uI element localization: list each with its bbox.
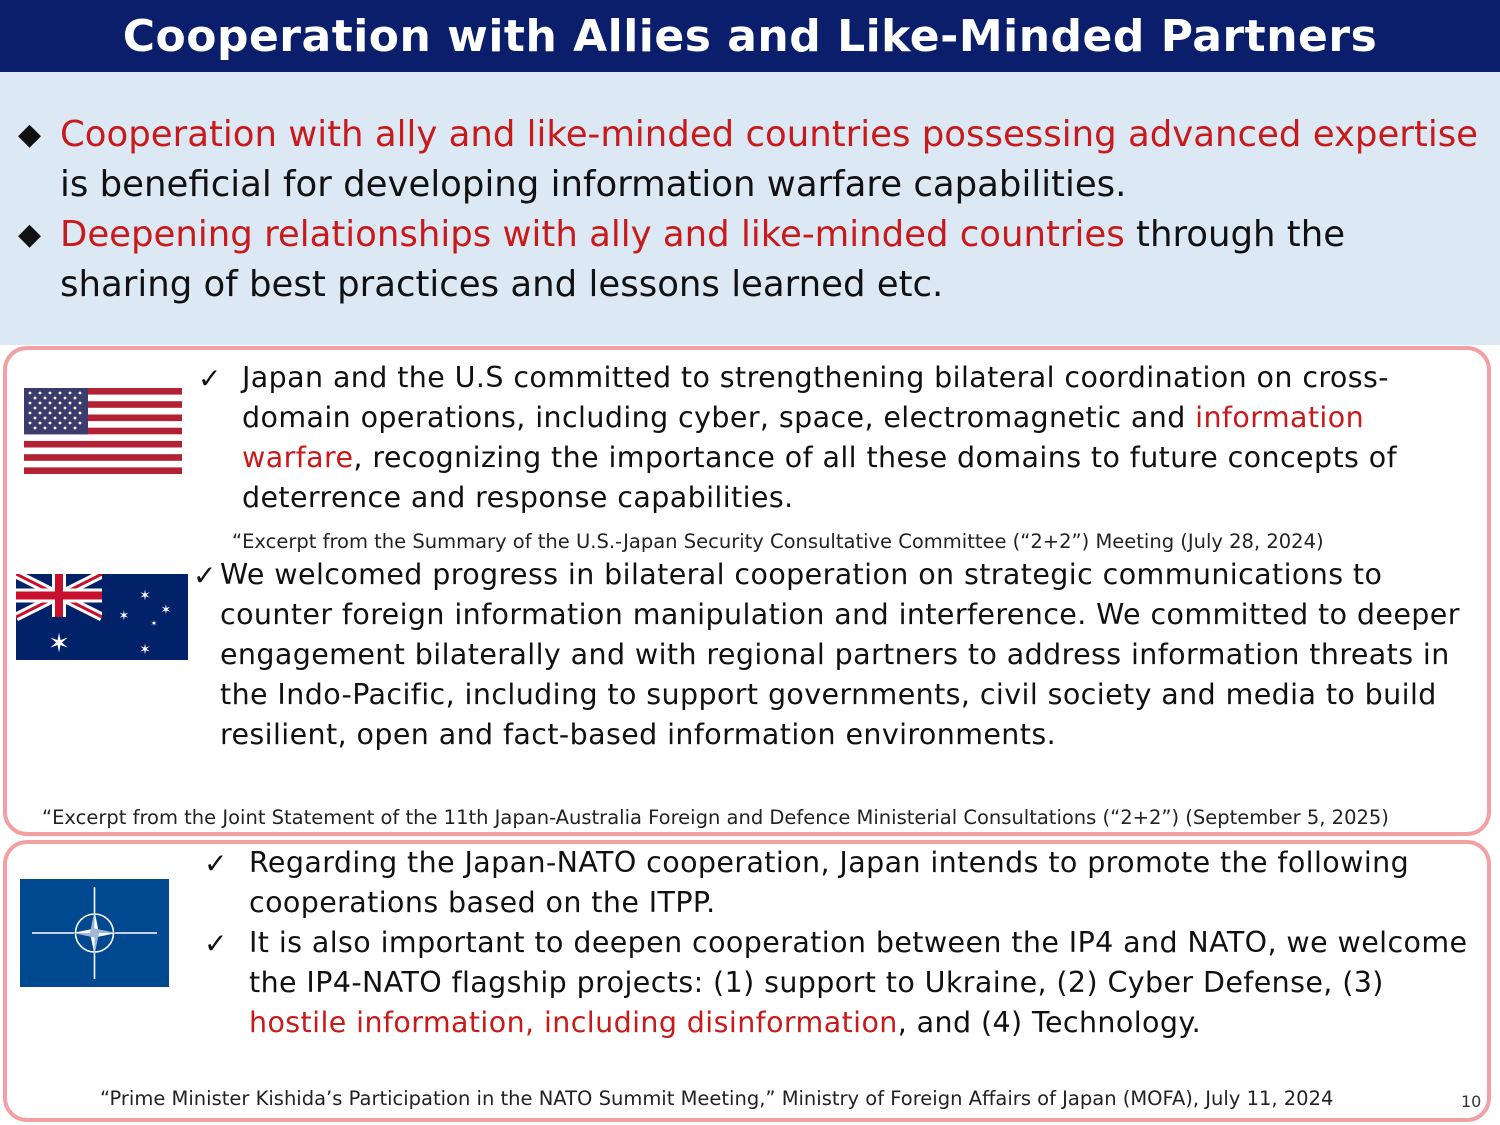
nato-item-2 [249,923,1474,1043]
summary-bullet-2 [18,210,1488,310]
bullet-2-text: through the sharing of best practices and lessons learned etc. [60,214,1346,305]
australia-statement: We welcomed progress in bilateral cooperation on strategic communications to counter foreign information manipulation and interference. We committed to deeper engagement bilaterally and with regional partners to address information threats in the Indo-Pacific, including to support governments, civil society and media to build resilient, open and fact-based information environments. [220,558,1460,751]
svg-text:✶: ✶ [139,642,151,658]
us-statement [242,358,1457,518]
check-icon: ✓ [204,847,228,880]
us-flag-icon [24,388,182,474]
australia-source: “Excerpt from the Joint Statement of the 11th Japan-Australia Foreign and Defence Ministerial Consultations (“2+2”) (September 5, 2025) [42,806,1389,829]
bullet-2-highlight: Deepening relationships with ally and like-minded countries [60,214,1125,255]
nato-item-2-text-b: , and (4) Technology. [897,1006,1202,1039]
check-icon: ✓ [204,927,228,960]
us-source: “Excerpt from the Summary of the U.S.-Japan Security Consultative Committee (“2+2”) Meeting (July 28, 2024) [232,530,1324,553]
nato-item-2-highlight: hostile information, including disinformation [249,1006,898,1039]
bullet-1-highlight: Cooperation with ally and like-minded countries possessing advanced expertise [60,114,1479,155]
summary-panel [0,72,1500,345]
nato-item-2-text-a: It is also important to deepen cooperation between the IP4 and NATO, we welcome the IP4-NATO flagship projects: (1) support to Ukraine, (2) Cyber Defense, (3) [249,926,1468,999]
summary-bullet-1 [18,110,1488,210]
page-title: Cooperation with Allies and Like-Minded Partners [122,10,1378,62]
svg-text:✶: ✶ [160,603,172,618]
check-icon: ✓ [198,362,222,395]
nato-item-1: Regarding the Japan-NATO cooperation, Japan intends to promote the following cooperations based on the ITPP. [249,846,1410,919]
diamond-bullet-icon: ◆ [18,217,42,252]
us-text-b: , recognizing the importance of all these domains to future concepts of deterrence and response capabilities. [242,441,1398,514]
us-text-a: Japan and the U.S committed to strengthening bilateral coordination on cross-domain operations, including cyber, space, electromagnetic and [242,361,1389,434]
us-text-highlight: information warfare [242,401,1365,474]
svg-text:✶: ✶ [139,588,151,604]
svg-text:✶: ✶ [48,629,70,659]
bullet-1-text: is beneficial for developing information warfare capabilities. [60,164,1127,205]
nato-flag-icon [20,879,169,987]
page-number: 10 [1461,1092,1482,1111]
title-bar [0,0,1500,72]
svg-text:✶: ✶ [150,619,158,628]
svg-text:✶: ✶ [118,609,130,624]
australia-flag-icon [16,574,188,660]
check-icon: ✓ [193,559,217,592]
diamond-bullet-icon: ◆ [18,117,42,152]
nato-source: “Prime Minister Kishida’s Participation in the NATO Summit Meeting,” Ministry of Foreign Affairs of Japan (MOFA), July 11, 2024 [100,1087,1334,1110]
